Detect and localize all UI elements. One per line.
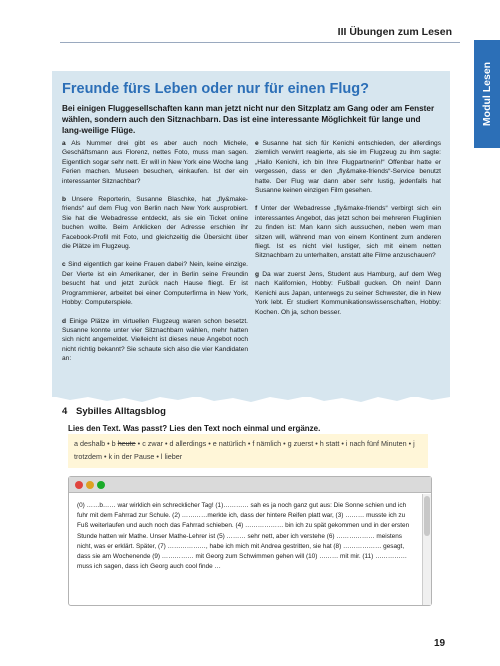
paragraph-letter: e — [255, 140, 259, 147]
paragraph-e — [255, 139, 441, 195]
maximize-icon[interactable] — [97, 481, 105, 489]
paragraph-text: Sind eigentlich gar keine Frauen dabei? Nein, keine einzige. Der Vierte ist ein Amerikaner, der in Berlin seine Freundin besucht hat und jetzt zurück nach Hause fliegt. Er ist Programmierer, arbeitet bei einer Computerfirma in New York, Hobby: Computerspiele. — [62, 261, 248, 307]
page-header — [0, 0, 460, 44]
paragraph-text: Als Nummer drei gibt es aber auch noch Michele, Geschäftsmann aus Florenz, nettes Foto, muss man sagen. Eigentlich sogar sehr nett. Er will in New York eine Woche lang Ferien machen. Museen besuchen, einkaufen. Ist der ein interessanter Sitznachbar? — [62, 140, 248, 185]
paragraph-letter: b — [62, 196, 67, 204]
paragraph-letter: a — [62, 140, 66, 147]
header-divider — [60, 42, 460, 43]
close-icon[interactable] — [75, 481, 83, 489]
side-tab-label: Modul Lesen — [481, 61, 493, 127]
text-column-right — [255, 139, 441, 326]
paragraph-c — [62, 260, 248, 307]
exercise-title: Sybilles Alltagsblog — [76, 406, 166, 417]
paragraph-g — [255, 270, 441, 317]
torn-paper-edge — [52, 392, 450, 404]
reading-text-box — [52, 71, 450, 397]
paragraph-a — [62, 139, 248, 186]
article-title: Freunde fürs Leben oder nur für einen Flug? — [62, 81, 369, 97]
paragraph-letter: g — [255, 270, 260, 278]
exercise-number: 4 — [62, 406, 68, 417]
paragraph-text: Da war zuerst Jens, Student aus Hamburg, auf dem Weg nach Kalifornien, Hobby: Fußball gucken. Oh nein! Dann Kenichi aus Japan, unterwegs zu seiner Schwester, die in New York lebt. Er studiert Kommunikationswissenschaften, Hobby: Kochen. Oh ja, schon besser. — [255, 270, 441, 316]
section-title: III Übungen zum Lesen — [337, 26, 452, 38]
paragraph-letter: f — [255, 205, 258, 213]
paragraph-f — [255, 204, 441, 260]
paragraph-letter: d — [62, 317, 67, 325]
paragraph-letter: c — [62, 261, 66, 269]
paragraph-d — [62, 317, 248, 364]
paragraph-b — [62, 195, 248, 251]
word-bank-prefix: a deshalb • b — [74, 439, 116, 448]
window-titlebar — [69, 477, 431, 493]
text-column-left — [62, 139, 248, 373]
paragraph-text: Einige Plätze im virtuellen Flugzeug waren schon besetzt. Susanne konnte unter vier Sitznachbarn wählen, mehr hatten sich nicht angemeldet. Vielleicht ist dieses neue Angebot noch nicht richtig bekannt? Sie schaute sich also die vier Kandidaten an: — [62, 317, 248, 363]
article-lead: Bei einigen Fluggesellschaften kann man jetzt nicht nur den Sitzplatz am Gang oder am Fenster wählen, sondern auch den Sitznachbarn. Das ist eine interessante Möglichkeit für lange und lang-weilige Flüge. — [62, 104, 435, 135]
word-bank-rest: • c zwar • d allerdings • e natürlich • f nämlich • g zuerst • h statt • i nach fünf Minuten • j trotzdem • k in der Pause • l lieber — [74, 439, 415, 461]
scrollbar[interactable] — [422, 494, 431, 605]
page-number: 19 — [434, 638, 446, 649]
paragraph-text: Susanne hat sich für Kenichi entschieden, der allerdings ziemlich verwirrt reagierte, als sie im Flugzeug zu ihm sagte: „Hallo Kenichi, ich bin Ihre Flugpartnerin!“ Offenbar hatte er vergessen, dass er den „fly&make-friends“-Service benutzt hatte. Der Flug war dann aber sehr lustig, jedenfalls hat Susanne keinen einzigen Film gesehen. — [255, 140, 441, 195]
paragraph-text: Unter der Webadresse „fly&make-friends“ verbirgt sich ein interessantes Angebot, das jetzt schon bei mehreren Fluglinien zu finden ist: Man kann sich aussuchen, neben wem man sitzen will, während man von einem Kontinent zum anderen fliegt. Ist es nicht viel lustiger, sich mit einem netten Sitznachbarn zu unterhalten, anstatt alte Filme anzuschauen? — [255, 205, 441, 260]
word-bank-used-word: heute — [117, 439, 136, 448]
paragraph-text: Unsere Reporterin, Susanne Blaschke, hat „fly&make-friends“ auf dem Flug von Berlin nach New York ausprobiert. Sie hat die Webadresse entdeckt, als sie ein Ticket online buchen wollte. Beim Anklicken der Adresse erschien ihr Facebook-Profil mit Foto, und gleichzeitig die Übersicht über die Plätze im Flugzeug. — [62, 196, 248, 251]
minimize-icon[interactable] — [86, 481, 94, 489]
blog-window — [68, 476, 432, 606]
exercise-instruction: Lies den Text. Was passt? Lies den Text noch einmal und ergänze. — [68, 424, 321, 433]
blog-text: (0) ……b…… war wirklich ein schrecklicher Tag! (1)………… sah es ja noch ganz gut aus: Die Sonne schien und ich fuhr mit dem Fahrrad zur Schule. (2) …………merkte ich, dass der hintere Reifen platt war, (3) ……… musste ich zu Fuß weiterlaufen und auch noch das Fahrrad schieben. (4) ……………… bin ich zu spät gekommen und in der ersten Stunde hatten wir Mathe. Unser Mathe-Lehrer ist (5) ……… sehr nett, aber ich verstehe (6) ……………… meistens nicht, was er erklärt. Später, (7) ………………, habe ich mich mit Andrea gestritten, sie hat (8) ……………… gesagt, dass sie am Wochenende (9) …………… mit Georg zum Schwimmen gehen will (10) ……… mit mir. (11) …………… muss ich sagen, dass ich Georg auch cool finde … — [77, 502, 410, 571]
word-bank — [68, 434, 428, 468]
scrollbar-thumb[interactable] — [424, 496, 430, 536]
module-side-tab — [474, 40, 500, 148]
